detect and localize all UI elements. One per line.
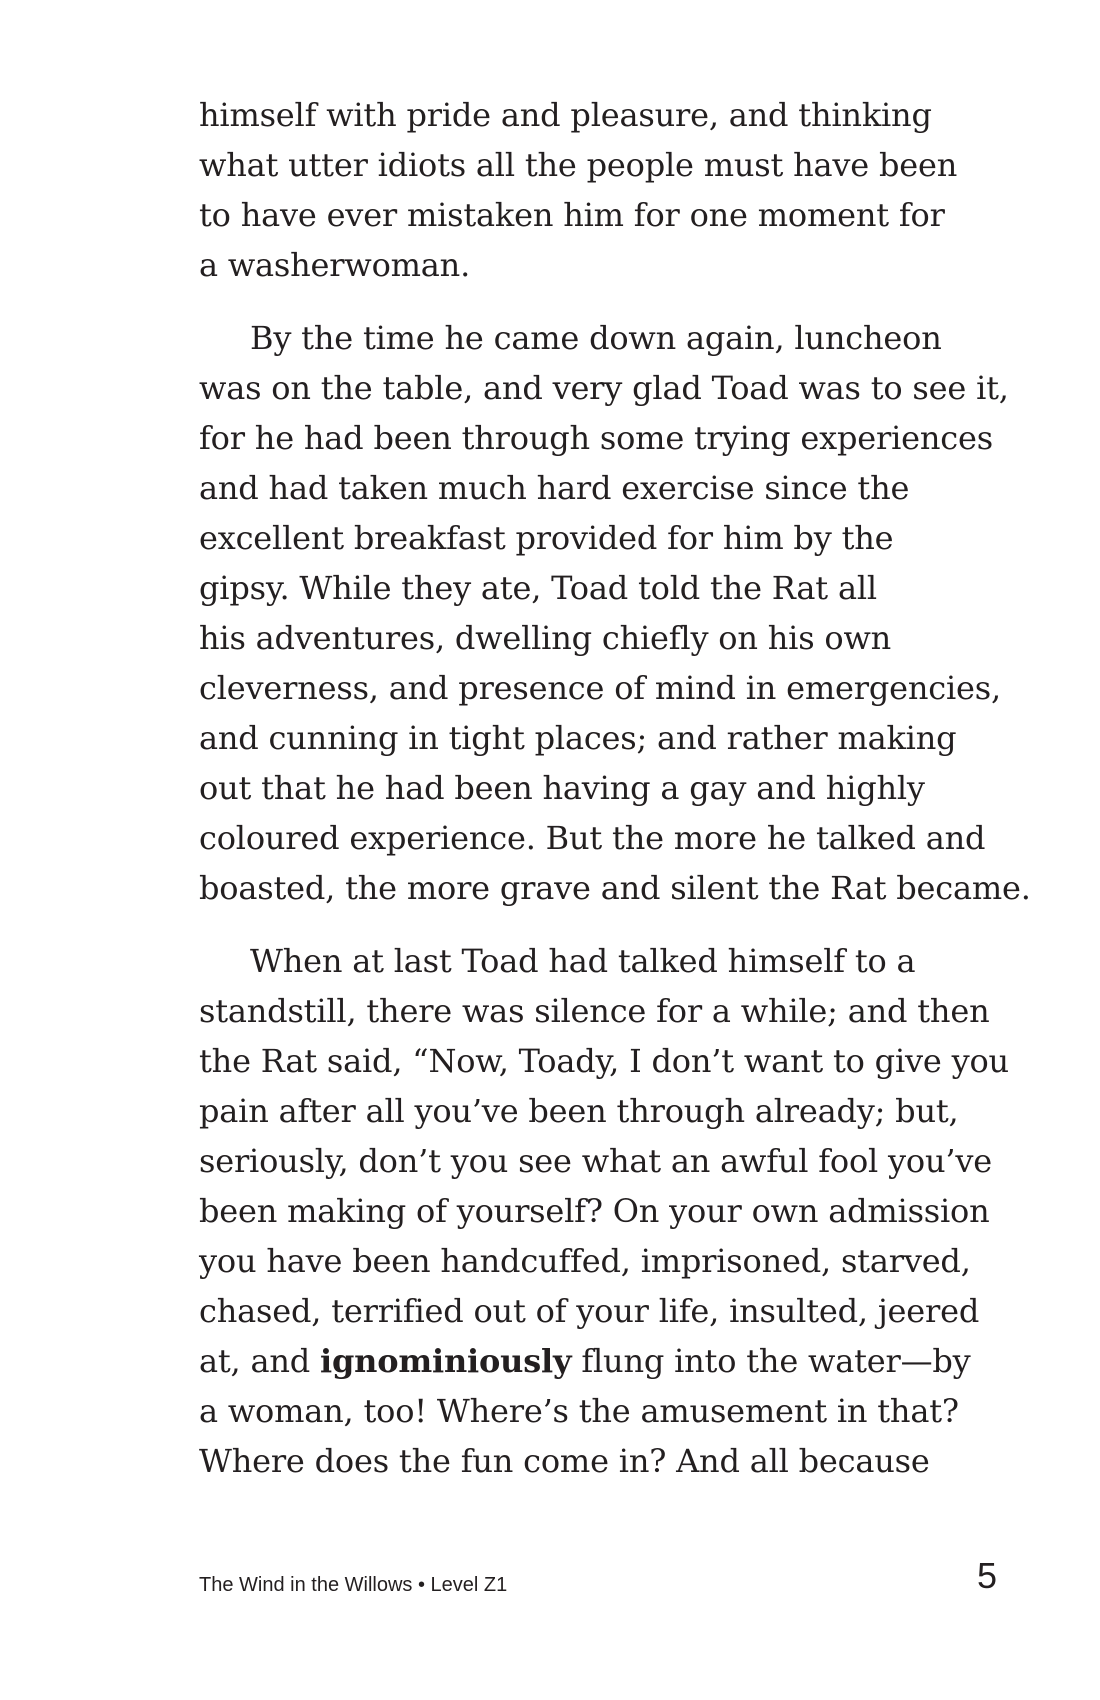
text-line: what utter idiots all the people must have been bbox=[199, 146, 958, 184]
text-line: out that he had been having a gay and highly bbox=[199, 769, 925, 807]
text-line: cleverness, and presence of mind in emergencies, bbox=[199, 669, 1001, 707]
text-line: By the time he came down again, luncheon bbox=[250, 319, 942, 357]
text-line: been making of yourself? On your own admission bbox=[199, 1192, 990, 1230]
line-text-after: flung into the water—by bbox=[571, 1342, 971, 1380]
text-line: and had taken much hard exercise since the bbox=[199, 469, 910, 507]
text-line: for he had been through some trying experiences bbox=[199, 419, 993, 457]
vocabulary-word: ignominiously bbox=[320, 1342, 572, 1380]
text-line: to have ever mistaken him for one moment for bbox=[199, 196, 945, 234]
text-line: Where does the fun come in? And all because bbox=[199, 1442, 930, 1480]
text-line: and cunning in tight places; and rather making bbox=[199, 719, 957, 757]
text-line: excellent breakfast provided for him by the bbox=[199, 519, 894, 557]
text-line: was on the table, and very glad Toad was to see it, bbox=[199, 369, 1009, 407]
text-line: pain after all you’ve been through already; but, bbox=[199, 1092, 959, 1130]
page-body bbox=[199, 90, 1031, 1486]
text-line: seriously, don’t you see what an awful fool you’ve bbox=[199, 1142, 992, 1180]
text-line: standstill, there was silence for a while; and then bbox=[199, 992, 990, 1030]
text-line: chased, terrified out of your life, insulted, jeered bbox=[199, 1292, 980, 1330]
text-line: boasted, the more grave and silent the Rat became. bbox=[199, 869, 1031, 907]
text-line-with-bold bbox=[199, 1336, 1019, 1386]
paragraph-3 bbox=[199, 936, 1019, 1486]
text-line: When at last Toad had talked himself to a bbox=[250, 942, 916, 980]
text-line: gipsy. While they ate, Toad told the Rat all bbox=[199, 569, 877, 607]
text-line: the Rat said, “Now, Toady, I don’t want to give you bbox=[199, 1042, 1009, 1080]
text-line: a washerwoman. bbox=[199, 246, 471, 284]
line-text-before: at, and bbox=[199, 1342, 321, 1380]
paragraph-2 bbox=[199, 313, 1031, 913]
paragraph-1 bbox=[199, 90, 1019, 290]
text-line: himself with pride and pleasure, and thinking bbox=[199, 96, 932, 134]
text-line: his adventures, dwelling chiefly on his own bbox=[199, 619, 892, 657]
text-line: you have been handcuffed, imprisoned, starved, bbox=[199, 1242, 971, 1280]
page-number: 5 bbox=[976, 1555, 997, 1596]
footer-book-title: The Wind in the Willows • Level Z1 bbox=[199, 1574, 508, 1596]
text-line: a woman, too! Where’s the amusement in that? bbox=[199, 1392, 959, 1430]
text-line: coloured experience. But the more he talked and bbox=[199, 819, 986, 857]
